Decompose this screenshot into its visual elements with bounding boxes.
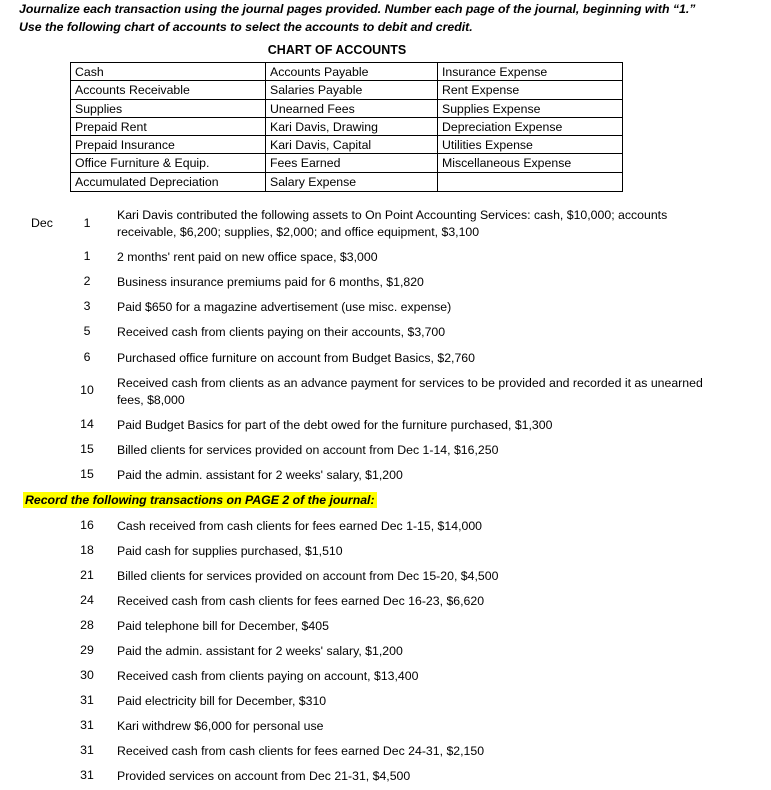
transaction-description: Paid $650 for a magazine advertisement (use misc. expense) (117, 300, 452, 314)
transaction-day: 28 (80, 618, 94, 632)
transaction-day: 30 (80, 668, 94, 682)
transaction-description: Cash received from cash clients for fees earned Dec 1-15, $14,000 (117, 519, 483, 533)
transaction-description: Received cash from cash clients for fees earned Dec 16-23, $6,620 (117, 594, 485, 608)
transaction-day: 5 (83, 324, 91, 338)
coa-cell-empty (438, 173, 622, 191)
transaction-description: Received cash from clients paying on their accounts, $3,700 (117, 325, 446, 339)
coa-cell: Accounts Receivable (71, 81, 265, 99)
coa-cell: Depreciation Expense (438, 118, 622, 136)
coa-cell: Salary Expense (270, 174, 357, 189)
chart-of-accounts-table (70, 62, 623, 192)
coa-column-assets (71, 63, 265, 191)
coa-cell: Kari Davis, Capital (266, 136, 437, 154)
transaction-day: 31 (80, 743, 94, 757)
instruction-line-1: Journalize each transaction using the journal pages provided. Number each page of the journal, beginning with “1.” (19, 2, 696, 16)
coa-cell: Accumulated Depreciation (75, 174, 219, 189)
transaction-description: Paid electricity bill for December, $310 (117, 694, 327, 708)
transaction-day: 31 (80, 768, 94, 782)
instruction-line-2: Use the following chart of accounts to select the accounts to debit and credit. (19, 20, 473, 34)
transaction-description: Business insurance premiums paid for 6 months, $1,820 (117, 275, 424, 289)
transaction-description: Received cash from clients paying on account, $13,400 (117, 669, 419, 683)
page2-highlight-note: Record the following transactions on PAGE 2 of the journal: (25, 493, 375, 507)
coa-cell: Kari Davis, Drawing (266, 118, 437, 136)
transaction-day: 1 (83, 249, 91, 263)
coa-cell: Unearned Fees (266, 100, 437, 118)
transaction-day: 2 (83, 274, 91, 288)
coa-cell: Rent Expense (438, 81, 622, 99)
transaction-description: Provided services on account from Dec 21-31, $4,500 (117, 769, 411, 783)
coa-column-expenses (437, 63, 622, 191)
transaction-day: 16 (80, 518, 94, 532)
coa-cell: Salaries Payable (266, 81, 437, 99)
transaction-day: 31 (80, 718, 94, 732)
transaction-description: Kari withdrew $6,000 for personal use (117, 719, 324, 733)
transaction-day: 10 (80, 383, 94, 397)
coa-cell: Office Furniture & Equip. (71, 154, 265, 172)
transaction-day: 6 (83, 350, 91, 364)
coa-cell: Utilities Expense (438, 136, 622, 154)
transaction-description: 2 months' rent paid on new office space, $3,000 (117, 250, 378, 264)
coa-cell: Insurance Expense (438, 63, 622, 81)
transaction-description: Paid the admin. assistant for 2 weeks' salary, $1,200 (117, 644, 403, 658)
transaction-description: Received cash from clients as an advance payment for services to be provided and recorded it as unearned fees, $8,000 (117, 376, 703, 407)
transaction-day: 3 (83, 299, 91, 313)
coa-cell: Prepaid Insurance (71, 136, 265, 154)
coa-cell: Cash (71, 63, 265, 81)
transaction-day: 31 (80, 693, 94, 707)
coa-cell: Miscellaneous Expense (438, 154, 622, 172)
transaction-description: Billed clients for services provided on account from Dec 1-14, $16,250 (117, 443, 499, 457)
transaction-description: Paid cash for supplies purchased, $1,510 (117, 544, 343, 558)
coa-cell: Prepaid Rent (71, 118, 265, 136)
coa-cell: Fees Earned (266, 154, 437, 172)
transaction-day: 21 (80, 568, 94, 582)
transaction-day: 24 (80, 593, 94, 607)
coa-column-liabilities-equity (265, 63, 437, 191)
transaction-description: Billed clients for services provided on account from Dec 15-20, $4,500 (117, 569, 499, 583)
coa-cell: Supplies (71, 100, 265, 118)
transaction-day: 18 (80, 543, 94, 557)
transaction-day: 29 (80, 643, 94, 657)
transaction-day: 15 (80, 442, 94, 456)
transaction-month: Dec (31, 216, 53, 230)
transaction-description: Kari Davis contributed the following assets to On Point Accounting Services: cash, $10,000; accounts receivable, $6,200; supplies, $2,000; and office equipment, $3,100 (117, 208, 668, 239)
transaction-description: Received cash from cash clients for fees earned Dec 24-31, $2,150 (117, 744, 485, 758)
transaction-description: Purchased office furniture on account from Budget Basics, $2,760 (117, 351, 475, 365)
coa-cell: Accounts Payable (266, 63, 437, 81)
chart-of-accounts-title: CHART OF ACCOUNTS (267, 43, 407, 57)
transaction-day: 14 (80, 417, 94, 431)
transaction-description: Paid Budget Basics for part of the debt owed for the furniture purchased, $1,300 (117, 418, 553, 432)
coa-cell: Supplies Expense (438, 100, 622, 118)
transaction-day: 1 (83, 216, 91, 230)
transaction-description: Paid the admin. assistant for 2 weeks' salary, $1,200 (117, 468, 403, 482)
transaction-description: Paid telephone bill for December, $405 (117, 619, 329, 633)
transaction-day: 15 (80, 467, 94, 481)
